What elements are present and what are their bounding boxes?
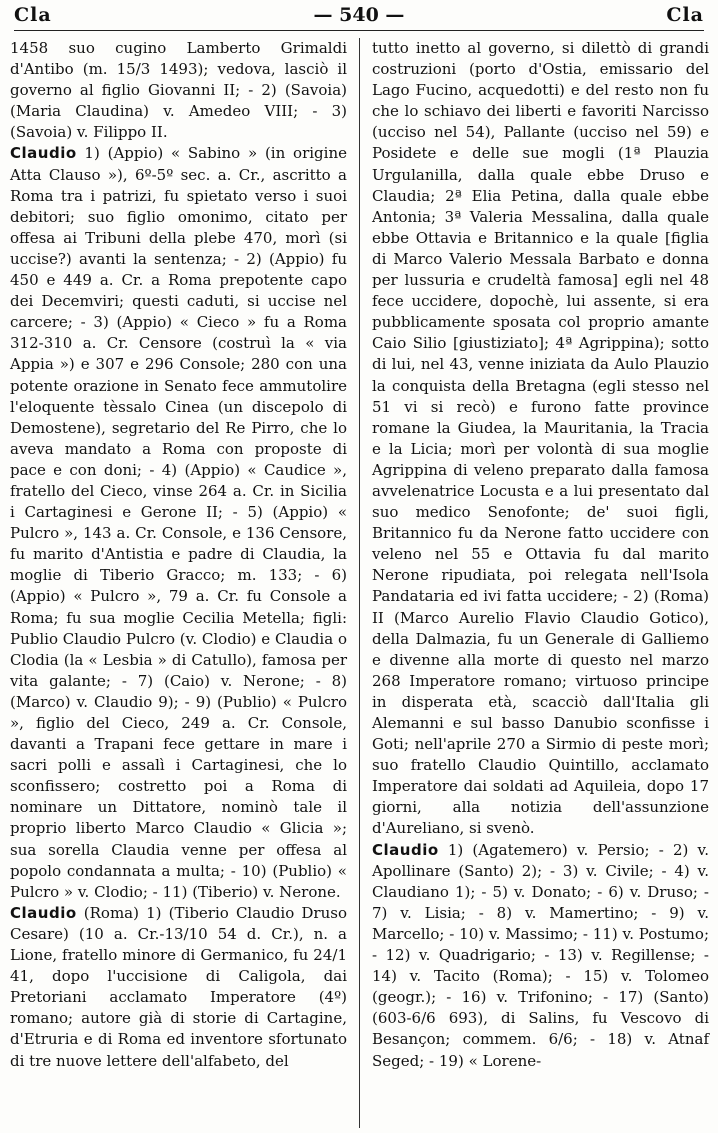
- entry-claudio-appio: [10, 143, 347, 902]
- header-left-guide-word: Cla: [14, 4, 52, 26]
- left-column: [10, 38, 347, 1072]
- entry-headword: Claudio: [10, 903, 77, 922]
- header-right-guide-word: Cla: [666, 4, 704, 26]
- entry-continuation: tutto inetto al governo, si dilettò di grandi costruzioni (porto d'Ostia, emissario del Lago Fucino, acquedotti) e del resto non fu che lo schiavo dei liberti e favoriti Narcisso (ucciso nel 54), Pallante (ucciso nel 59) e Posidete e delle sue mogli (1ª Plauzia Urgulanilla, dalla quale ebbe Druso e Claudia; 2ª Elia Petina, dalla quale ebbe Antonia; 3ª Valeria Messalina, dalla quale ebbe Ottavia e Britannico e la quale [figlia di Marco Valerio Messala Barbato e donna per lussuria e crudeltà famosa] egli nel 48 fece uccidere, dopochè, lui assente, si era pubblicamente sposata col proprio amante Caio Silio [giustiziato]; 4ª Agrippina); sotto di lui, nel 43, venne iniziata da Aulo Plauzio la conquista della Bretagna (egli stesso nel 51 vi si recò) e furono fatte province romane la Giudea, la Mauritania, la Tracia e la Licia; morì per volontà di sua moglie Agrippina di veleno preparato dalla famosa avvelenatrice Locusta e a lui presentato dal suo medico Senofonte; de' suoi figli, Britannico fu da Nerone fatto uccidere con veleno nel 55 e Ottavia fu dal marito Nerone ripudiata, poi relegata nell'Isola Pandataria ed ivi fatta uccidere; - 2) (Roma) II (Marco Aurelio Flavio Claudio Gotico), della Dalmazia, fu un Generale di Galliemo e divenne alla morte di questo nel marzo 268 Imperatore romano; virtuoso principe in disperata età, scacciò dall'Italia gli Alemanni e sul basso Danubio sconfisse i Goti; nell'aprile 270 a Sirmio di peste morì; suo fratello Claudio Quintillo, acclamato Imperatore dai soldati ad Aquileia, dopo 17 giorni, alla notizia dell'assunzione d'Aureliano, si svenò.: [372, 39, 709, 838]
- entry-body: 1) (Appio) « Sabino » (in origine Atta Clauso »), 6º-5º sec. a. Cr., ascritto a Roma tra i patrizi, fu spietato verso i suoi debitori; suo figlio omonimo, citato per offesa ai Tribuni della plebe 470, morì (si uccise?) avanti la sentenza; - 2) (Appio) fu 450 e 449 a. Cr. a Roma prepotente capo dei Decemviri; questi caduti, si uccise nel carcere; - 3) (Appio) « Cieco » fu a Roma 312-310 a. Cr. Censore (costruì la « via Appia ») e 307 e 296 Console; 280 con una potente orazione in Senato fece ammutolire l'eloquente tèssalo Cinea (un discepolo di Demostene), segretario del Re Pirro, che lo aveva mandato a Roma con proposte di pace e con doni; - 4) (Appio) « Caudice », fratello del Cieco, vinse 264 a. Cr. in Sicilia i Cartaginesi e Gerone II; - 5) (Appio) « Pulcro », 143 a. Cr. Console, e 136 Censore, fu marito d'Antistia e padre di Claudia, la moglie di Tiberio Gracco; m. 133; - 6) (Appio) « Pulcro », 79 a. Cr. fu Console a Roma; fu sua moglie Cecilia Metella; figli: Publio Claudio Pulcro (v. Clodio) e Claudia o Clodia (la « Lesbia » di Catullo), famosa per vita galante; - 7) (Caio) v. Nerone; - 8) (Marco) v. Claudio 9); - 9) (Publio) « Pulcro », figlio del Cieco, 249 a. Cr. Console, davanti a Trapani fece gettare in mare i sacri polli e assalì i Cartaginesi, che lo sconfissero; costretto poi a Roma di nominare un Dittatore, nominò tale il proprio liberto Marco Claudio « Glicia »; sua sorella Claudia venne per offesa al popolo condannata a multa; - 10) (Publio) « Pulcro » v. Clodio; - 11) (Tiberio) v. Nerone.: [10, 144, 347, 901]
- page-number: — 540 —: [313, 4, 405, 26]
- page-header: [14, 0, 704, 31]
- entry-body: 1) (Agatemero) v. Persio; - 2) v. Apollinare (Santo) 2); - 3) v. Civile; - 4) v. Claudiano 1); - 5) v. Donato; - 6) v. Druso; - 7) v. Lisia; - 8) v. Mamertino; - 9) v. Marcello; - 10) v. Massimo; - 11) v. Postumo; - 12) v. Quadrigario; - 13) v. Regillense; - 14) v. Tacito (Roma); - 15) v. Tolomeo (geogr.); - 16) v. Trifonino; - 17) (Santo) (603-6/6 693), di Salins, fu Vescovo di Besançon; commem. 6/6; - 18) v. Atnaf Seged; - 19) « Lorene-: [372, 840, 709, 1070]
- entry-claudio-roma: [10, 903, 347, 1072]
- right-column: [372, 38, 709, 1072]
- column-divider: [359, 38, 360, 1128]
- entry-claudio-others: [372, 840, 709, 1072]
- entry-body: (Roma) 1) (Tiberio Claudio Druso Cesare) (10 a. Cr.-13/10 54 d. Cr.), n. a Lione, fratello minore di Germanico, fu 24/1 41, dopo l'uccisione di Caligola, dai Pretoriani acclamato Imperatore (4º) romano; autore già di storie di Cartagine, d'Etruria e di Roma ed inventore sfortunato di tre nuove lettere dell'alfabeto, del: [10, 903, 347, 1070]
- entry-continuation: 1458 suo cugino Lamberto Grimaldi d'Antibo (m. 15/3 1493); vedova, lasciò il governo al figlio Giovanni II; - 2) (Savoia) (Maria Claudina) v. Amedeo VIII; - 3) (Savoia) v. Filippo II.: [10, 39, 347, 142]
- entry-headword: Claudio: [372, 840, 439, 859]
- entry-headword: Claudio: [10, 144, 77, 163]
